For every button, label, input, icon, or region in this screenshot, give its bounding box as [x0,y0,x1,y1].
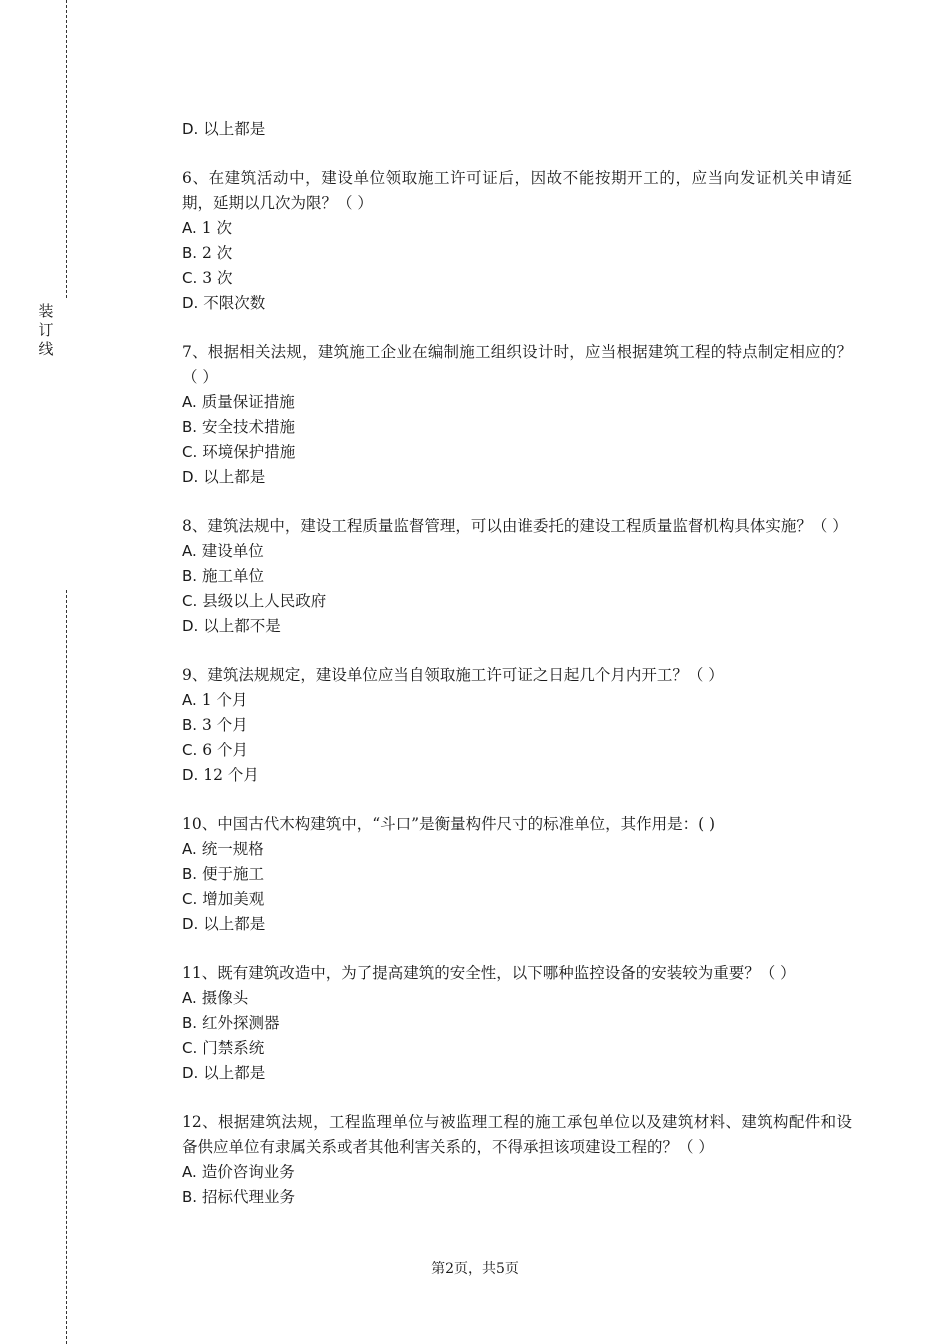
option-text: 县级以上人民政府 [202,592,327,610]
option-a [182,986,852,1011]
option-b [182,1011,852,1036]
option-b [182,564,852,589]
option-letter: A. [182,1163,197,1181]
option-text: 3 个月 [202,716,248,734]
option-d [182,465,852,490]
option-text: 12 个月 [203,766,259,784]
option-text: 6 个月 [202,741,248,759]
option-text: 造价咨询业务 [201,1163,295,1181]
option-text: 以上都是 [203,915,266,933]
option-letter: A. [182,219,197,237]
option-letter: B. [182,716,198,734]
question-stem: 6、在建筑活动中，建设单位领取施工许可证后，因故不能按期开工的，应当向发证机关申请延期，延期以几次为限？（ ） [182,169,852,212]
option-letter: B. [182,418,198,436]
option-a [182,688,852,713]
option-letter: B. [182,244,198,262]
option-b [182,415,852,440]
option-text: 不限次数 [203,294,266,312]
option-text: 统一规格 [201,840,264,858]
option-a [182,216,852,241]
option-text: 以上都不是 [203,617,281,635]
option-letter: B. [182,865,198,883]
option-letter: B. [182,567,198,585]
question-stem: 11、既有建筑改造中，为了提高建筑的安全性，以下哪种监控设备的安装较为重要？（ ） [182,964,796,982]
option-b [182,862,852,887]
question-6 [182,166,852,316]
option-text: 1 个月 [201,691,248,709]
option-letter: C. [182,741,198,759]
option-text: 增加美观 [202,890,265,908]
option-text: 1 次 [201,219,232,237]
option-text: 安全技术措施 [202,418,296,436]
option-a [182,390,852,415]
option-letter: A. [182,393,197,411]
option-a [182,1160,852,1185]
option-letter: D. [182,468,199,486]
question-10 [182,812,852,937]
option-letter: B. [182,1014,198,1032]
option-text: 3 次 [202,269,233,287]
question-9 [182,663,852,788]
option-text: 以上都是 [203,120,266,138]
option-letter: A. [182,691,197,709]
option-c [182,887,852,912]
option-d [182,291,852,316]
question-stem: 9、建筑法规规定，建设单位应当自领取施工许可证之日起几个月内开工？（ ） [182,666,724,684]
leading-option [182,117,852,142]
option-letter: C. [182,1039,198,1057]
option-letter: C. [182,592,198,610]
question-stem: 8、建筑法规中，建设工程质量监督管理，可以由谁委托的建设工程质量监督机构具体实施？（ ） [182,517,848,535]
option-letter: B. [182,1188,198,1206]
option-c [182,440,852,465]
option-text: 施工单位 [202,567,265,585]
option-text: 以上都是 [203,1064,266,1082]
question-12 [182,1110,852,1210]
option-letter: D. [182,1064,199,1082]
option-letter: D. [182,766,199,784]
option-b [182,1185,852,1210]
option-d [182,1061,852,1086]
option-a [182,837,852,862]
binding-line-label [37,302,55,359]
option-text: 建设单位 [201,542,264,560]
option-text: 红外探测器 [202,1014,280,1032]
option-letter: D. [182,915,199,933]
option-letter: A. [182,542,197,560]
option-letter: D. [182,294,199,312]
option-text: 2 次 [202,244,233,262]
binding-label-char: 装 [38,302,54,320]
option-letter: A. [182,989,197,1007]
option-b [182,241,852,266]
option-c [182,1036,852,1061]
binding-dashed-line-bottom [66,590,67,1344]
option-letter: C. [182,269,198,287]
option-letter: D. [182,617,199,635]
option-c [182,589,852,614]
option-d [182,912,852,937]
binding-label-char: 订 [38,321,54,339]
option-text: 质量保证措施 [201,393,295,411]
option-b [182,713,852,738]
question-stem: 10、中国古代木构建筑中，“斗口”是衡量构件尺寸的标准单位，其作用是：( ) [182,815,716,833]
option-letter: C. [182,890,198,908]
option-letter: A. [182,840,197,858]
option-d [182,614,852,639]
option-letter: D. [182,120,199,138]
option-letter: C. [182,443,198,461]
question-7 [182,340,852,490]
binding-dashed-line-top [66,0,67,298]
question-list [182,117,852,1210]
option-c [182,266,852,291]
option-text: 以上都是 [203,468,266,486]
question-8 [182,514,852,639]
page-number-footer: 第2页，共5页 [431,1261,519,1277]
question-stem: 12、根据建筑法规，工程监理单位与被监理工程的施工承包单位以及建筑材料、建筑构配件和设备供应单位有隶属关系或者其他利害关系的，不得承担该项建设工程的？（ ） [182,1113,852,1156]
option-text: 便于施工 [202,865,265,883]
option-d [182,763,852,788]
option-text: 门禁系统 [202,1039,265,1057]
question-11 [182,961,852,1086]
option-text: 摄像头 [201,989,249,1007]
option-a [182,539,852,564]
option-c [182,738,852,763]
binding-label-char: 线 [38,340,54,358]
option-text: 环境保护措施 [202,443,296,461]
option-text: 招标代理业务 [202,1188,296,1206]
question-stem: 7、根据相关法规，建筑施工企业在编制施工组织设计时，应当根据建筑工程的特点制定相应的？（ ） [182,343,852,386]
